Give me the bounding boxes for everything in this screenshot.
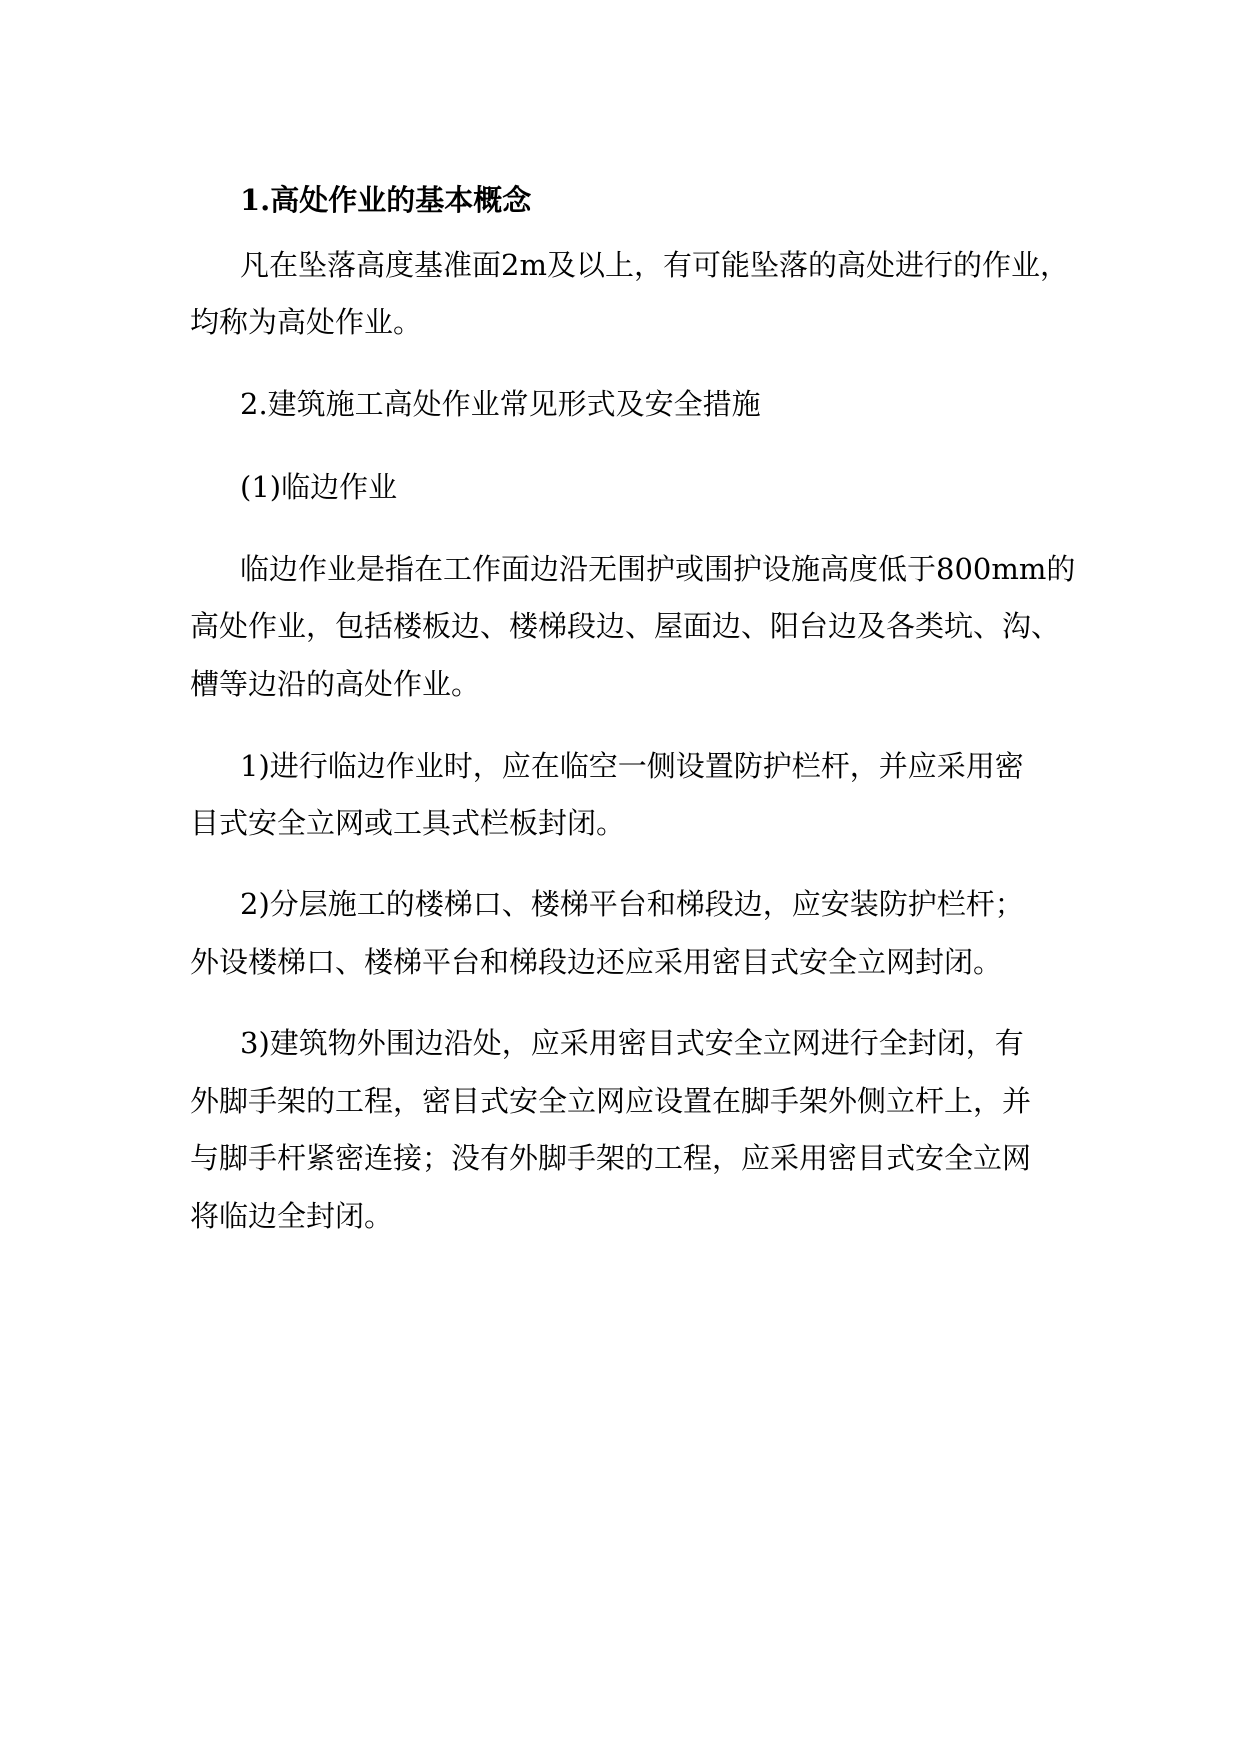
paragraph-line: 高处作业，包括楼板边、楼梯段边、屋面边、阳台边及各类坑、沟、 bbox=[190, 609, 1061, 643]
paragraph-line: 凡在坠落高度基准面2m及以上，有可能坠落的高处进行的作业， bbox=[240, 248, 1069, 282]
list-item-line: 外设楼梯口、楼梯平台和梯段边还应采用密目式安全立网封闭。 bbox=[190, 945, 1003, 979]
list-item-line: 与脚手杆紧密连接；没有外脚手架的工程，应采用密目式安全立网 bbox=[190, 1141, 1032, 1175]
subsection-heading: (1)临边作业 bbox=[240, 470, 398, 504]
section-heading-2: 2.建筑施工高处作业常见形式及安全措施 bbox=[240, 387, 761, 421]
list-item-line: 目式安全立网或工具式栏板封闭。 bbox=[190, 806, 626, 840]
section-heading-1: 1.高处作业的基本概念 bbox=[240, 183, 532, 217]
paragraph-line: 临边作业是指在工作面边沿无围护或围护设施高度低于800mm的 bbox=[240, 552, 1076, 586]
list-item-line: 1)进行临边作业时，应在临空一侧设置防护栏杆，并应采用密 bbox=[240, 749, 1024, 783]
list-item-line: 将临边全封闭。 bbox=[190, 1199, 394, 1233]
paragraph-line: 均称为高处作业。 bbox=[190, 305, 423, 339]
paragraph-line: 槽等边沿的高处作业。 bbox=[190, 667, 481, 701]
list-item-line: 2)分层施工的楼梯口、楼梯平台和梯段边，应安装防护栏杆； bbox=[240, 887, 1024, 921]
list-item-line: 外脚手架的工程，密目式安全立网应设置在脚手架外侧立杆上，并 bbox=[190, 1084, 1032, 1118]
list-item-line: 3)建筑物外围边沿处，应采用密目式安全立网进行全封闭，有 bbox=[240, 1026, 1024, 1060]
